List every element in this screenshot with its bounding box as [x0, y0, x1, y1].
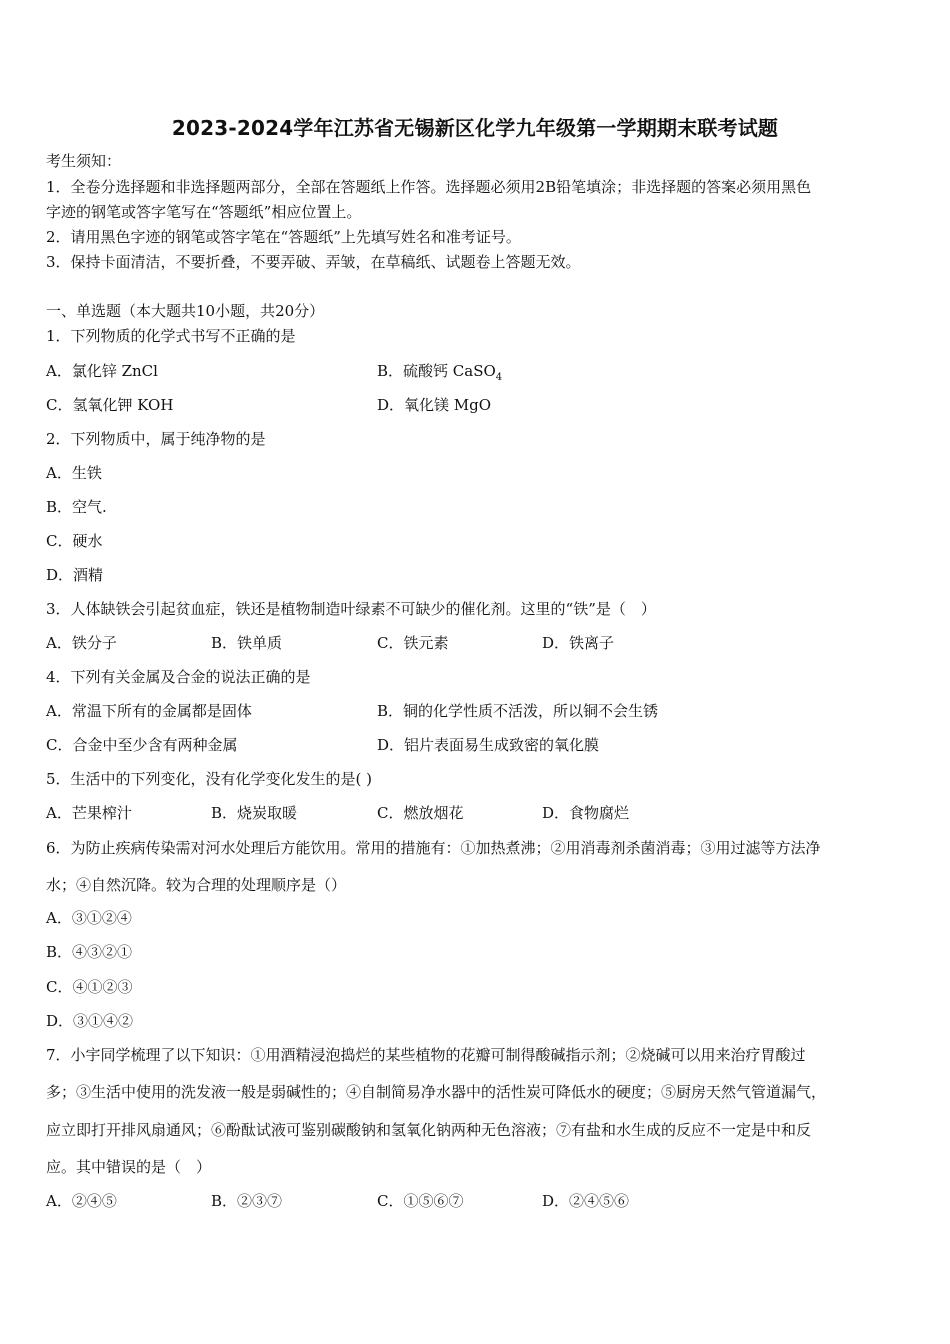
question-5-option-b: B．烧炭取暖 [211, 804, 298, 822]
question-1-option-a: A．氯化锌 ZnCl [46, 362, 158, 380]
question-7-option-b: B．②③⑦ [211, 1192, 283, 1210]
question-2-option-a: A．生铁 [46, 464, 102, 482]
question-5-stem: 5．生活中的下列变化，没有化学变化发生的是( ) [46, 770, 373, 788]
question-4-option-d: D．铝片表面易生成致密的氧化膜 [377, 736, 600, 754]
question-1-option-b-subscript: 4 [495, 372, 503, 383]
question-5-option-a: A．芒果榨汁 [46, 804, 132, 822]
question-1-option-d: D．氧化镁 MgO [377, 396, 492, 414]
question-6-stem-line-1: 6．为防止疾病传染需对河水处理后方能饮用。常用的措施有：①加热煮沸；②用消毒剂杀菌消毒；③用过滤等方法净 [46, 839, 821, 857]
question-7-option-a: A．②④⑤ [46, 1192, 117, 1210]
question-3-option-a: A．铁分子 [46, 634, 117, 652]
question-6-option-c: C．④①②③ [46, 978, 133, 996]
question-2-option-d: D．酒精 [46, 566, 104, 584]
notice-item-2: 2．请用黑色字迹的钢笔或答字笔在“答题纸”上先填写姓名和准考证号。 [46, 228, 521, 246]
question-2-option-b: B．空气. [46, 498, 107, 516]
question-1-option-b-text: B．硫酸钙 CaSO [377, 362, 496, 380]
question-3-option-b: B．铁单质 [211, 634, 283, 652]
section-heading: 一、单选题（本大题共10小题，共20分） [46, 302, 325, 320]
question-4-option-a: A．常温下所有的金属都是固体 [46, 702, 252, 720]
notice-item-1-cont: 字迹的钢笔或答字笔写在“答题纸”相应位置上。 [46, 203, 362, 221]
question-7-stem-line-1: 7．小宇同学梳理了以下知识：①用酒精浸泡捣烂的某些植物的花瓣可制得酸碱指示剂；②烧碱可以用来治疗胃酸过 [46, 1046, 806, 1064]
page-title: 2023-2024学年江苏省无锡新区化学九年级第一学期期末联考试题 [171, 116, 779, 140]
question-2-option-c: C．硬水 [46, 532, 103, 550]
question-7-stem-line-2: 多；③生活中使用的洗发液一般是弱碱性的；④自制简易净水器中的活性炭可降低水的硬度；⑤厨房天然气管道漏气， [46, 1083, 827, 1101]
question-7-option-d: D．②④⑤⑥ [542, 1192, 630, 1210]
question-7-option-c: C．①⑤⑥⑦ [377, 1192, 464, 1210]
question-4-option-b: B．铜的化学性质不活泼，所以铜不会生锈 [377, 702, 659, 720]
question-6-stem-line-2: 水；④自然沉降。较为合理的处理顺序是（） [46, 876, 347, 894]
question-5-option-d: D．食物腐烂 [542, 804, 630, 822]
question-4-option-c: C．合金中至少含有两种金属 [46, 736, 238, 754]
question-2-stem: 2．下列物质中，属于纯净物的是 [46, 430, 266, 448]
question-6-option-b: B．④③②① [46, 943, 133, 961]
question-3-stem: 3．人体缺铁会引起贫血症，铁还是植物制造叶绿素不可缺少的催化剂。这里的“铁”是（ ） [46, 600, 656, 618]
question-5-option-c: C．燃放烟花 [377, 804, 464, 822]
question-6-option-d: D．③①④② [46, 1012, 134, 1030]
question-1-option-c: C．氢氧化钾 KOH [46, 396, 174, 414]
notice-heading: 考生须知： [46, 152, 122, 170]
question-7-stem-line-3: 应立即打开排风扇通风；⑥酚酞试液可鉴别碳酸钠和氢氧化钠两种无色溶液；⑦有盐和水生成的反应不一定是中和反 [46, 1121, 812, 1139]
question-1-stem: 1．下列物质的化学式书写不正确的是 [46, 327, 296, 345]
notice-item-3: 3．保持卡面清洁，不要折叠，不要弄破、弄皱，在草稿纸、试题卷上答题无效。 [46, 253, 581, 271]
question-4-stem: 4．下列有关金属及合金的说法正确的是 [46, 668, 311, 686]
question-6-option-a: A．③①②④ [46, 909, 132, 927]
question-3-option-c: C．铁元素 [377, 634, 449, 652]
question-1-option-b [377, 361, 502, 388]
question-7-stem-line-4: 应。其中错误的是（ ） [46, 1158, 212, 1176]
question-3-option-d: D．铁离子 [542, 634, 615, 652]
notice-item-1: 1．全卷分选择题和非选择题两部分，全部在答题纸上作答。选择题必须用2B铅笔填涂；非选择题的答案必须用黑色 [46, 178, 812, 196]
